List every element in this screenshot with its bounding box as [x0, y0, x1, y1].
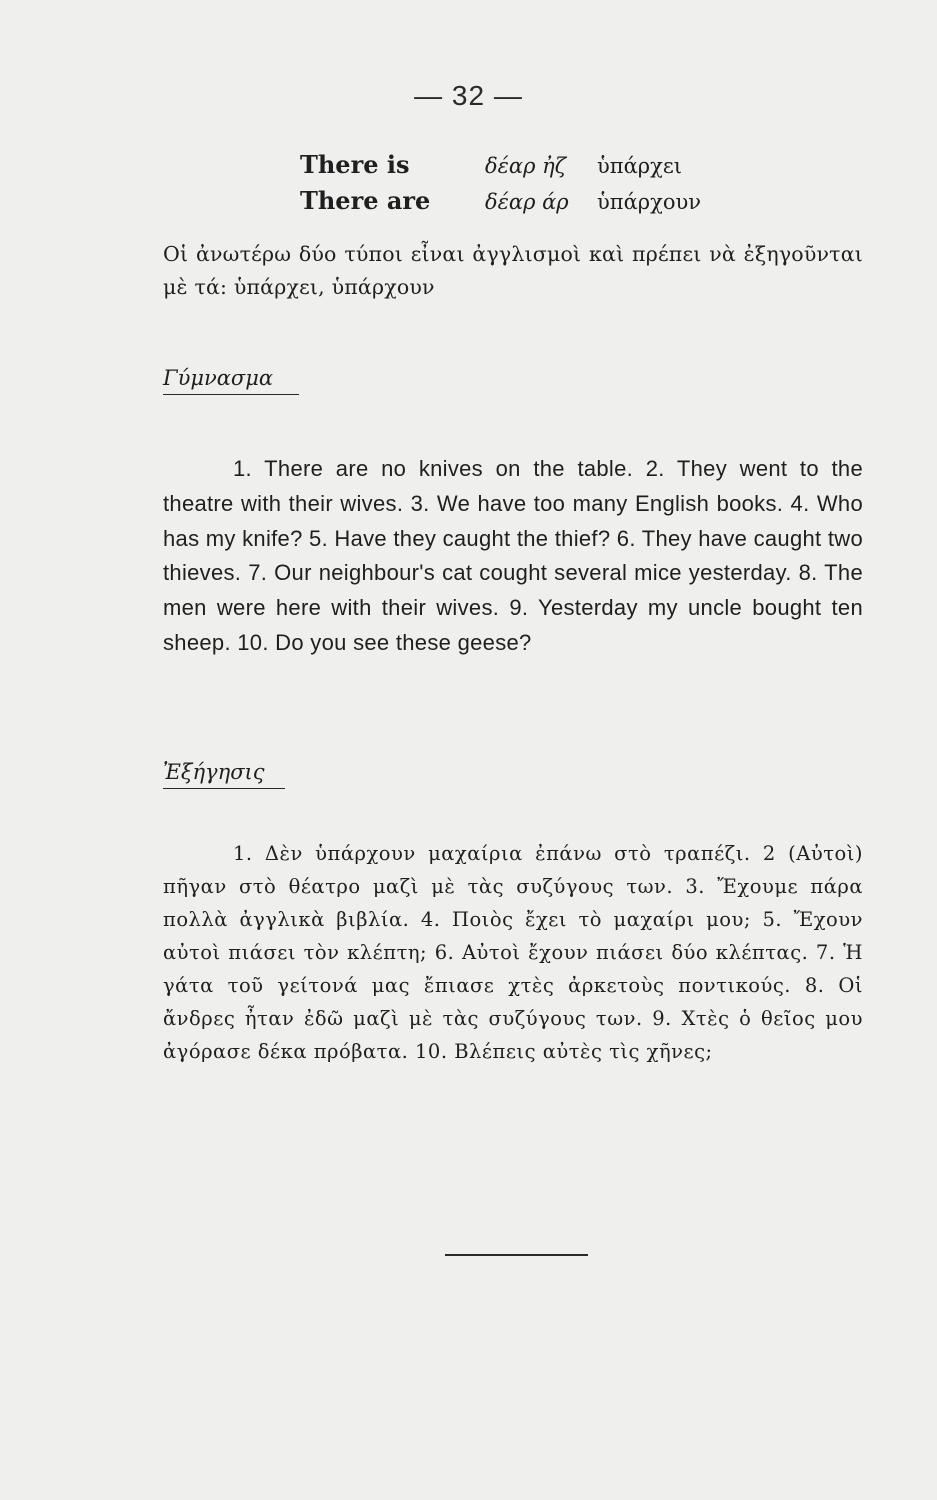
page-number: — 32 —	[414, 80, 523, 111]
greek-translation: ὑπάρχουν	[597, 190, 701, 214]
end-divider	[445, 1254, 588, 1256]
exercise-paragraph: 1. There are no knives on the table. 2. They went to the theatre with their wives. 3. We have too many English books. 4. Who has my knife? 5. Have they caught the thief? 6. They have caught two thieves. 7. Our neighbour's cat cought several mice yesterday. 8. The men were here with their wives. 9. Yesterday my uncle bought ten sheep. 10. Do you see these geese?	[163, 456, 863, 655]
pronunciation-row	[300, 150, 760, 186]
english-phrase: There is	[300, 150, 410, 179]
greek-translation: ὑπάρχει	[597, 154, 682, 178]
explanation-paragraph: 1. Δὲν ὑπάρχουν μαχαίρια ἐπάνω στὸ τραπέζι. 2 (Αὐτοὶ) πῆγαν στὸ θέατρο μαζὶ μὲ τὰς συζύγους των. 3. Ἔχουμε πάρα πολλὰ ἀγγλικὰ βιβλία. 4. Ποιὸς ἔχει τὸ μαχαίρι μου; 5. Ἔχουν αὐτοὶ πιάσει τὸν κλέπτη; 6. Αὐτοὶ ἔχουν πιάσει δύο κλέπτας. 7. Ἡ γάτα τοῦ γείτονά μας ἔπιασε χτὲς ἀρκετοὺς ποντικούς. 8. Οἱ ἄνδρες ἦταν ἐδῶ μαζὶ μὲ τὰς συζύγους των. 9. Χτὲς ὁ θεῖος μου ἀγόρασε δέκα πρόβατα. 10. Βλέπεις αὐτὲς τὶς χῆνες;	[163, 842, 863, 1063]
intro-paragraph: Οἱ ἀνωτέρω δύο τύποι εἶναι ἀγγλισμοὶ καὶ πρέπει νὰ ἐξηγοῦνται μὲ τά: ὑπάρχει, ὑπάρχουν	[163, 242, 863, 299]
english-phrase: There are	[300, 186, 431, 215]
greek-transliteration: δέαρ άρ	[485, 190, 569, 214]
exercise-heading: Γύμνασμα	[163, 366, 299, 395]
pronunciation-table	[300, 150, 760, 222]
pronunciation-row	[300, 186, 760, 222]
explanation-heading: Ἐξήγησις	[163, 760, 285, 789]
greek-transliteration: δέαρ ἠζ	[485, 154, 567, 178]
